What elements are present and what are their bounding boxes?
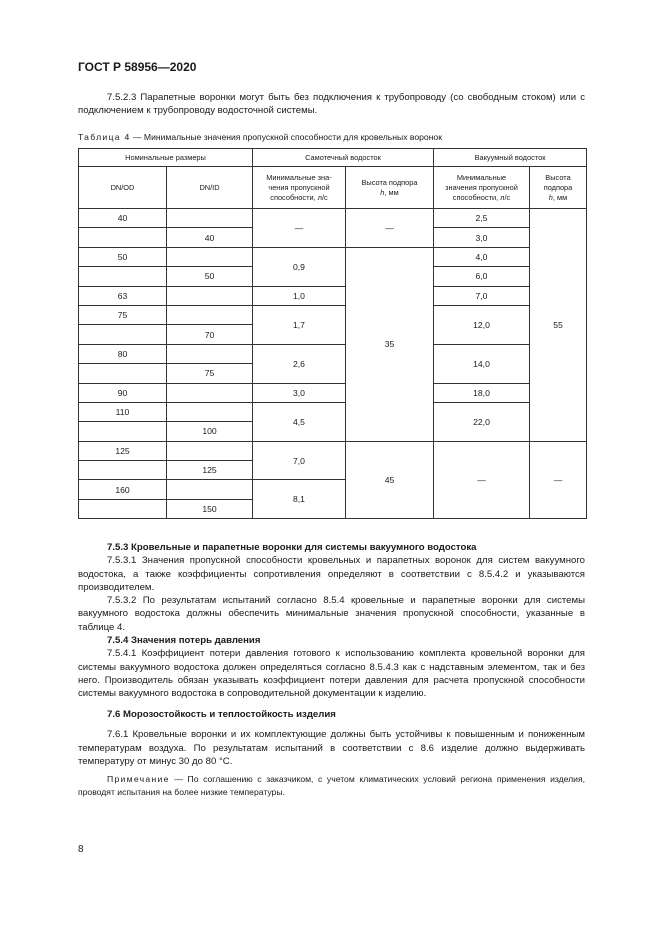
table-cell	[167, 305, 253, 324]
table-caption	[78, 132, 442, 142]
table-cell	[79, 364, 167, 383]
table-cell: 45	[346, 441, 434, 519]
table-cell: 150	[167, 499, 253, 518]
section-7-6	[78, 708, 585, 768]
table-cell: 14,0	[434, 344, 530, 383]
header-vacuum-capacity	[434, 167, 530, 209]
table-cell: 40	[79, 209, 167, 228]
table-cell	[167, 441, 253, 460]
header-text: Высота подпора	[361, 177, 418, 187]
table-cell: 8,1	[253, 480, 346, 519]
table-cell	[167, 344, 253, 363]
table-row	[79, 441, 587, 460]
paragraph-7-5-3-2: 7.5.3.2 По результатам испытаний согласно 8.5.4 кровельные и парапетные воронки для системы вакуумного водостока должны обеспечить минимальные значения пропускной способности, указанные в таблице 4.	[78, 595, 585, 633]
paragraph-7-5-2-3: 7.5.2.3 Парапетные воронки могут быть без подключения к трубопроводу (со свободным стоком) или с подключением к трубопроводу водосточной системы.	[78, 92, 585, 117]
header-gravity-head	[346, 167, 434, 209]
paragraph-7-5-3-1: 7.5.3.1 Значения пропускной способности кровельных и парапетных воронок для систем вакуумного водостока, а также коэффициенты сопротивления определяют в соответствии с 8.5.4.2 и указываются производителем.	[78, 555, 585, 593]
capacity-table	[78, 148, 587, 519]
page-number: 8	[78, 844, 84, 855]
header-text: Минимальные	[456, 172, 507, 182]
header-text: способности, л/с	[452, 192, 511, 202]
header-text: h	[380, 187, 385, 197]
table-row	[79, 383, 587, 402]
header-text: Высота подпора	[543, 172, 573, 192]
table-row	[79, 402, 587, 421]
note-text: — По соглашению с заказчиком, с учетом климатических условий региона применения изделия, проводят испытания на более низкие температуры.	[78, 774, 585, 797]
table-row	[79, 344, 587, 363]
header-dn-od: DN/OD	[79, 167, 167, 209]
table-cell: 6,0	[434, 267, 530, 286]
header-gravity-capacity	[253, 167, 346, 209]
paragraph-7-5-4-1: 7.5.4.1 Коэффициент потери давления готового к использованию комплекта кровельной воронки для системы вакуумного водостока должен определяться согласно 8.5.4.3 как с надставным элементом, так и без него. Производитель обязан указывать коэффициент потери давления для расчета пропускной способности системы вакуумного водостока в сопроводительной документации к изделию.	[78, 648, 585, 700]
table-cell: 7,0	[253, 441, 346, 480]
table-cell: 63	[79, 286, 167, 305]
table-cell	[79, 422, 167, 441]
table-group-header-row	[79, 149, 587, 167]
document-header: ГОСТ Р 58956—2020	[78, 60, 197, 74]
section-7-5-3	[78, 541, 585, 701]
table-cell: 125	[167, 461, 253, 480]
table-cell	[79, 499, 167, 518]
table-cell: 7,0	[434, 286, 530, 305]
table-caption-label: Таблица 4	[78, 132, 131, 142]
header-vacuum-drain: Вакуумный водосток	[434, 149, 587, 167]
table-cell: —	[434, 441, 530, 519]
note-label: Примечание	[107, 774, 170, 784]
header-dn-id: DN/ID	[167, 167, 253, 209]
table-cell: 2,5	[434, 209, 530, 228]
table-cell	[167, 402, 253, 421]
intro-section	[78, 91, 585, 118]
table-cell: 3,0	[434, 228, 530, 247]
table-cell	[79, 228, 167, 247]
table-caption-text: — Минимальные значения пропускной способности для кровельных воронок	[130, 132, 442, 142]
table-cell: 2,6	[253, 344, 346, 383]
table-cell: —	[530, 441, 587, 519]
header-text: h	[548, 192, 553, 202]
table-cell: 40	[167, 228, 253, 247]
table-cell: 125	[79, 441, 167, 460]
header-nominal-sizes: Номинальные размеры	[79, 149, 253, 167]
table-cell: 70	[167, 325, 253, 344]
table-cell	[167, 383, 253, 402]
table-cell: 4,0	[434, 247, 530, 266]
table-cell: 18,0	[434, 383, 530, 402]
heading-7-6: 7.6 Морозостойкость и теплостойкость изделия	[107, 709, 336, 720]
table-row	[79, 247, 587, 266]
table-cell: 50	[167, 267, 253, 286]
table-cell: 0,9	[253, 247, 346, 286]
table-cell: 1,7	[253, 305, 346, 344]
table-cell: 75	[167, 364, 253, 383]
table-cell: 4,5	[253, 402, 346, 441]
table-cell: 50	[79, 247, 167, 266]
header-text: способности, л/с	[270, 192, 328, 202]
table-cell: 75	[79, 305, 167, 324]
table-cell: 1,0	[253, 286, 346, 305]
table-cell	[167, 247, 253, 266]
header-text: чения пропускной	[268, 182, 330, 192]
paragraph-7-6-1: 7.6.1 Кровельные воронки и их комплектующие должны быть устойчивы к повышенным и пониженным температурам воздуха. По результатам испытаний в соответствии с 8.6 изделие должно выдерживать температуру от минус 30 до 80 °С.	[78, 729, 585, 767]
table-row	[79, 305, 587, 324]
table-cell: —	[253, 209, 346, 248]
table-cell: 3,0	[253, 383, 346, 402]
heading-7-5-4: 7.5.4 Значения потерь давления	[107, 635, 261, 647]
table-cell: 110	[79, 402, 167, 421]
header-text: , мм	[384, 187, 399, 197]
table-cell: —	[346, 209, 434, 248]
table-cell	[79, 461, 167, 480]
table-cell: 90	[79, 383, 167, 402]
table-row	[79, 286, 587, 305]
header-text: значения пропускной	[445, 182, 518, 192]
table-cell	[79, 267, 167, 286]
heading-7-5-3: 7.5.3 Кровельные и парапетные воронки для системы вакуумного водостока	[107, 542, 477, 553]
table-column-header-row	[79, 167, 587, 209]
table-cell: 35	[346, 247, 434, 441]
table-cell: 22,0	[434, 402, 530, 441]
table-cell: 100	[167, 422, 253, 441]
header-gravity-drain: Самотечный водосток	[253, 149, 434, 167]
note-paragraph	[78, 773, 585, 798]
header-text: Минимальные зна-	[266, 172, 332, 182]
table-cell: 80	[79, 344, 167, 363]
table-cell	[167, 286, 253, 305]
table-cell: 12,0	[434, 305, 530, 344]
table-cell	[167, 480, 253, 499]
table-cell	[79, 325, 167, 344]
table-row	[79, 209, 587, 228]
table-cell	[167, 209, 253, 228]
header-text: , мм	[552, 192, 568, 202]
header-vacuum-head	[530, 167, 587, 209]
table-cell: 160	[79, 480, 167, 499]
table-cell: 55	[530, 209, 587, 442]
note-block	[78, 773, 585, 798]
